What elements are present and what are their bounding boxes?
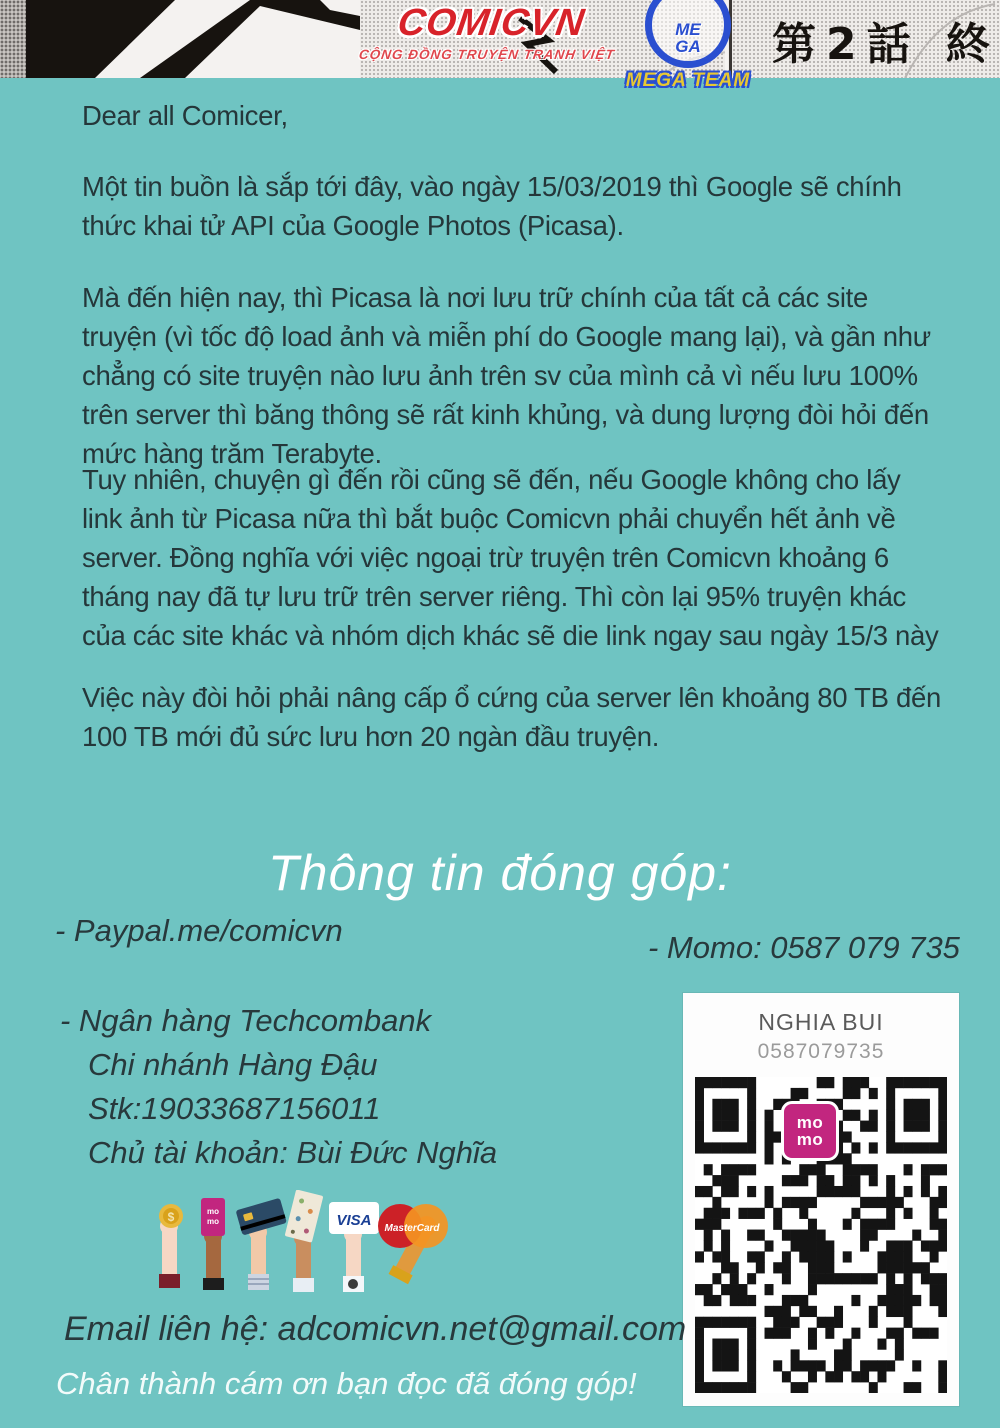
letter-paragraph: Một tin buồn là sắp tới đây, vào ngày 15/03/2019 thì Google sẽ chính thức khai tử API của Google Photos (Picasa). — [82, 171, 902, 241]
bank-account-number: Stk:19033687156011 — [88, 1091, 381, 1126]
bank-name: - Ngân hàng Techcombank — [60, 1003, 432, 1038]
bank-branch: Chi nhánh Hàng Đậu — [88, 1047, 378, 1082]
momo-info: - Momo: 0587 079 735 — [648, 930, 960, 965]
greeting: Dear all Comicer, — [82, 100, 288, 131]
qr-account-name: NGHIA BUI — [758, 1009, 884, 1035]
manga-strip — [0, 0, 1000, 91]
qr-account-phone: 0587079735 — [757, 1040, 885, 1063]
letter-paragraph: Mà đến hiện nay, thì Picasa là nơi lưu trữ chính của tất cả các site truyện (vì tốc độ load ảnh và miễn phí do Google mang lại), và gần như chẳng có site truyện nào lưu ảnh trên sv của mình cả vì nếu lưu 100% trên server thì băng thông sẽ rất kinh khủng, và dung lượng đòi hỏi đến mức hàng trăm Terabyte. — [82, 282, 931, 469]
mega-team-label: MEGA TEAM — [625, 70, 751, 91]
mega-inner-bottom: GA — [675, 37, 701, 56]
comicvn-logo — [346, 2, 634, 62]
thanks-message: Chân thành cám ơn bạn đọc đã đóng góp! — [56, 1366, 637, 1401]
comicvn-logo-subtitle: CỘNG ĐỒNG TRUYỆN TRANH VIỆT — [357, 47, 616, 62]
svg-text:VISA: VISA — [336, 1212, 372, 1229]
page-edge-halftone — [0, 0, 30, 78]
visa-card-icon — [329, 1202, 379, 1292]
momo-logo-icon — [781, 1101, 839, 1161]
letter-paragraph: Việc này đòi hỏi phải nâng cấp ổ cứng của server lên khoảng 80 TB đến 100 TB mới đủ sức lưu hơn 20 ngàn đầu truyện. — [82, 682, 941, 752]
payment-methods-illustration — [148, 1190, 448, 1298]
contact-email: Email liên hệ: adcomicvn.net@gmail.com — [64, 1310, 687, 1348]
donation-heading: Thông tin đóng góp: — [268, 845, 732, 901]
paypal-info: - Paypal.me/comicvn — [55, 913, 343, 948]
svg-text:$: $ — [167, 1210, 175, 1224]
credit-card-icon — [236, 1198, 287, 1290]
momo-qr-card — [683, 993, 959, 1406]
mastercard-icon — [378, 1204, 448, 1284]
svg-text:mo: mo — [207, 1207, 219, 1216]
svg-text:mo: mo — [207, 1217, 219, 1226]
momo-badge-top: mo — [796, 1113, 824, 1132]
svg-text:MasterCard: MasterCard — [384, 1223, 440, 1234]
chapter-end-text: 第2話 終 — [772, 19, 1000, 70]
letter-paragraph: Tuy nhiên, chuyện gì đến rồi cũng sẽ đến, nếu Google không cho lấy link ảnh từ Picasa nữa thì bắt buộc Comicvn phải chuyển hết ảnh về server. Đồng nghĩa với việc ngoại trừ truyện trên Comicvn khoảng 6 tháng nay đã tự lưu trữ trên server riêng. Thì còn lại 95% truyện khác của các site khác và nhóm dịch khác sẽ die link ngay sau ngày 15/3 này — [82, 464, 939, 651]
coin-hand-icon — [159, 1204, 183, 1288]
comicvn-logo-title: COMICVN — [395, 2, 588, 44]
bank-account-holder: Chủ tài khoản: Bùi Đức Nghĩa — [88, 1135, 498, 1170]
mega-team-logo — [618, 0, 758, 92]
mega-team-emblem-icon — [645, 0, 731, 68]
momo-card-icon — [201, 1198, 225, 1290]
cash-card-icon — [285, 1190, 324, 1292]
momo-badge-bottom: mo — [796, 1130, 824, 1149]
mega-inner-top: ME — [675, 20, 701, 39]
